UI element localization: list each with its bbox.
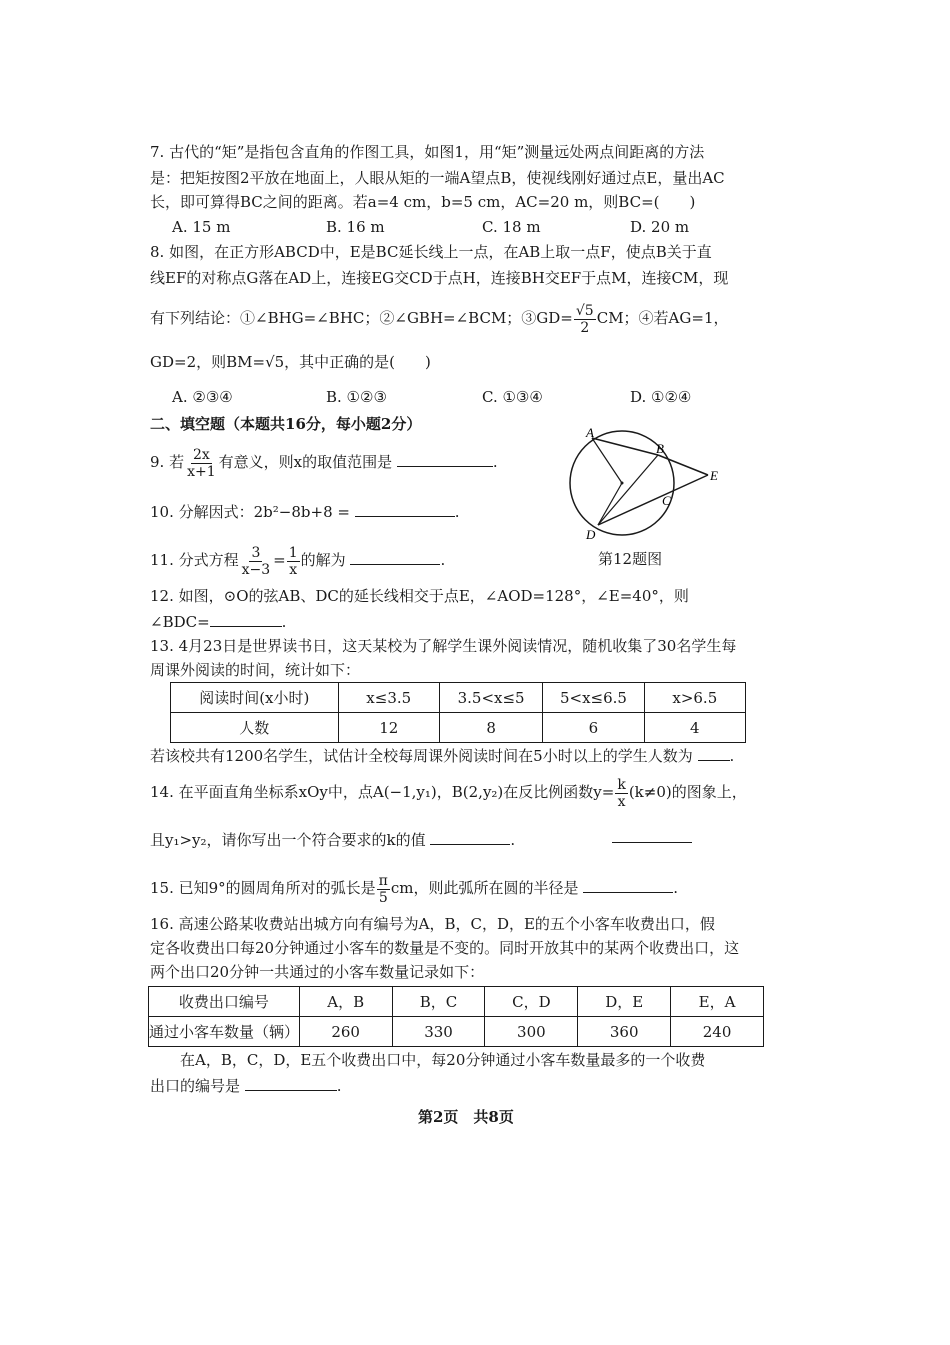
q16-row-cell: 260 — [299, 1017, 392, 1047]
q12-figure-caption: 第12题图 — [598, 550, 663, 568]
q9-prefix: 9. 若 — [150, 453, 185, 471]
q16-row-cell: 360 — [578, 1017, 671, 1047]
q12-line2-text: ∠BDC= — [150, 613, 210, 631]
q9-fraction — [185, 447, 218, 480]
center-point — [621, 482, 624, 485]
label-e: E — [710, 468, 718, 483]
q13-answer-blank[interactable] — [698, 746, 730, 761]
q16-header-cell: A，B — [299, 987, 392, 1017]
q16-header-cell: C，D — [485, 987, 578, 1017]
q15-frac-den: 5 — [378, 889, 388, 906]
q7-option-a: A. 15 m — [172, 218, 231, 236]
line-de — [598, 475, 708, 525]
q14-line2-text: 且y₁>y₂，请你写出一个符合要求的k的值 — [150, 831, 426, 849]
extension-be — [658, 455, 708, 475]
q13-table-header-row — [171, 683, 746, 713]
q14-fraction — [615, 777, 627, 810]
section-2-title: 二、填空题（本题共16分，每小题2分） — [150, 415, 422, 433]
q9-suffix: 有意义，则x的取值范围是 — [218, 453, 393, 471]
q11-prefix: 11. 分式方程 — [150, 551, 239, 569]
q12-answer-blank[interactable] — [210, 612, 282, 627]
q7-line3: 长，即可算得BC之间的距离。若a=4 cm，b=5 cm，AC=20 m，则BC=( ) — [150, 193, 696, 211]
q15-suffix: cm，则此弧所在圆的半径是 — [390, 879, 579, 897]
q16-row-cell: 300 — [485, 1017, 578, 1047]
q14-line1-pre: 14. 在平面直角坐标系xOy中，点A(−1,y₁)，B(2,y₂)在反比例函数y= — [150, 783, 615, 801]
q16-line4: 在A，B，C，D，E五个收费出口中，每20分钟通过小客车数量最多的一个收费 — [180, 1051, 706, 1069]
q8-frac-den: 2 — [580, 319, 590, 336]
q13-line3: 若该校共有1200名学生，试估计全校每周课外阅读时间在5小时以上的学生人数为 . — [150, 747, 735, 765]
q8-option-a: A. ②③④ — [172, 388, 233, 406]
q15-prefix: 15. 已知9°的圆周角所对的弧长是 — [150, 879, 376, 897]
q14-line1-post: (k≠0)的图象上， — [628, 783, 747, 801]
q14-frac-den: x — [617, 793, 626, 810]
stray-underline — [612, 842, 692, 843]
q15-frac-num: π — [378, 872, 388, 889]
q9-frac-num: 2x — [192, 446, 210, 463]
q13-header-cell: x≤3.5 — [338, 683, 439, 713]
q16-header-cell: E，A — [671, 987, 764, 1017]
q11-frac1-num: 3 — [251, 544, 261, 561]
q9-answer-blank[interactable] — [397, 452, 493, 467]
label-b: B — [656, 441, 664, 456]
q16-line5-text: 出口的编号是 — [150, 1077, 241, 1095]
q13-line3-text: 若该校共有1200名学生，试估计全校每周课外阅读时间在5小时以上的学生人数为 — [150, 747, 693, 765]
q11-fraction-2 — [287, 545, 300, 578]
q13-table — [170, 682, 746, 743]
label-c: C — [662, 493, 671, 508]
q13-header-cell: 5<x≤6.5 — [543, 683, 644, 713]
segment-db — [598, 455, 658, 525]
label-a: A — [586, 425, 594, 440]
q14-answer-blank[interactable] — [430, 830, 510, 845]
q8-line3-pre: 有下列结论：①∠BHG=∠BHC；②∠GBH=∠BCM；③GD= — [150, 309, 573, 327]
q11-frac1-den: x−3 — [241, 561, 271, 578]
q11-frac2-num: 1 — [288, 544, 298, 561]
q8-fraction — [574, 303, 596, 336]
q16-line1: 16. 高速公路某收费站出城方向有编号为A，B，C，D，E的五个小客车收费出口，假 — [150, 915, 715, 933]
q13-header-cell: x>6.5 — [644, 683, 745, 713]
q7-option-d: D. 20 m — [630, 218, 690, 236]
q16-header-cell: B，C — [392, 987, 485, 1017]
q14-frac-num: k — [617, 776, 626, 793]
q16-row-cell: 240 — [671, 1017, 764, 1047]
q11-fraction-1 — [240, 545, 273, 578]
q14-line1 — [150, 772, 747, 812]
q8-option-c: C. ①③④ — [482, 388, 543, 406]
q11: 11. 分式方程 $\frac{3}{x-3}$ = $\frac{1}{x}$ 的解为 . — [150, 544, 446, 578]
q12-line2: ∠BDC= . — [150, 613, 287, 631]
q8-line1: 8. 如图，在正方形ABCD中，E是BC延长线上一点，在AB上取一点F，使点B关于直 — [150, 243, 712, 261]
q16-row-cell: 通过小客车数量（辆） — [149, 1017, 300, 1047]
q15-fraction — [377, 873, 390, 906]
q10-answer-blank[interactable] — [355, 502, 455, 517]
q16-table — [148, 986, 764, 1047]
q16-line2: 定各收费出口每20分钟通过小客车的数量是不变的。同时开放其中的某两个收费出口，这 — [150, 939, 740, 957]
q16-line5: 出口的编号是 . — [150, 1077, 342, 1095]
q16-row-cell: 330 — [392, 1017, 485, 1047]
q13-row-cell: 8 — [439, 713, 542, 743]
q12-line1: 12. 如图，⊙O的弦AB、DC的延长线相交于点E，∠AOD=128°，∠E=40°，则 — [150, 587, 689, 605]
page-footer: 第2页 共8页 — [418, 1108, 514, 1126]
q13-line1: 13. 4月23日是世界读书日，这天某校为了解学生课外阅读情况，随机收集了30名学生每 — [150, 637, 737, 655]
q8-line4: GD=2，则BM=√5，其中正确的是( ) — [150, 353, 431, 371]
q16-answer-blank[interactable] — [245, 1076, 337, 1091]
label-d: D — [586, 527, 596, 542]
q11-suffix: 的解为 — [300, 551, 346, 569]
q10: 10. 分解因式：2b²−8b+8 = . — [150, 503, 460, 521]
q13-row-cell: 人数 — [171, 713, 339, 743]
q16-table-header-row — [149, 987, 764, 1017]
q7-option-b: B. 16 m — [326, 218, 385, 236]
q16-header-cell: D，E — [578, 987, 671, 1017]
q9: 9. 若 $\frac{2x}{x+1}$ 有意义，则x的取值范围是 . — [150, 446, 498, 480]
q16-line3: 两个出口20分钟一共通过的小客车数量记录如下： — [150, 963, 485, 981]
q13-row-cell: 6 — [543, 713, 644, 743]
q8-line2: 线EF的对称点G落在AD上，连接EG交CD于点H，连接BH交EF于点M，连接CM，现 — [150, 269, 729, 287]
q16-table-row — [149, 1017, 764, 1047]
q8-option-b: B. ①②③ — [326, 388, 387, 406]
q15-answer-blank[interactable] — [583, 878, 673, 893]
q8-line3 — [150, 298, 728, 338]
q13-table-row — [171, 713, 746, 743]
q16-header-cell: 收费出口编号 — [149, 987, 300, 1017]
q14-line2: 且y₁>y₂，请你写出一个符合要求的k的值 . — [150, 831, 516, 849]
q9-frac-den: x+1 — [187, 463, 216, 480]
q12-figure — [560, 425, 740, 545]
q11-answer-blank[interactable] — [350, 550, 440, 565]
q7-option-c: C. 18 m — [482, 218, 541, 236]
q8-line3-post: CM；④若AG=1， — [596, 309, 729, 327]
q13-header-cell: 3.5<x≤5 — [439, 683, 542, 713]
q11-equals: = — [273, 551, 286, 569]
q13-line2: 周课外阅读的时间，统计如下： — [150, 661, 361, 679]
q13-row-cell: 4 — [644, 713, 745, 743]
q7-line2: 是：把矩按图2平放在地面上，人眼从矩的一端A望点B，使视线刚好通过点E，量出AC — [150, 169, 725, 187]
q8-frac-num: √5 — [575, 302, 594, 319]
q11-frac2-den: x — [289, 561, 298, 578]
q13-row-cell: 12 — [338, 713, 439, 743]
q13-header-cell: 阅读时间(x小时) — [171, 683, 339, 713]
q8-option-d: D. ①②④ — [630, 388, 692, 406]
radius-od — [598, 483, 622, 525]
q7-line1: 7. 古代的“矩”是指包含直角的作图工具，如图1，用“矩”测量远处两点间距离的方法 — [150, 143, 705, 161]
q10-text: 10. 分解因式：2b²−8b+8 = — [150, 503, 350, 521]
q15: 15. 已知9°的圆周角所对的弧长是 $\frac{\pi}{5}$ cm，则此弧所在圆的半径是 . — [150, 872, 679, 906]
